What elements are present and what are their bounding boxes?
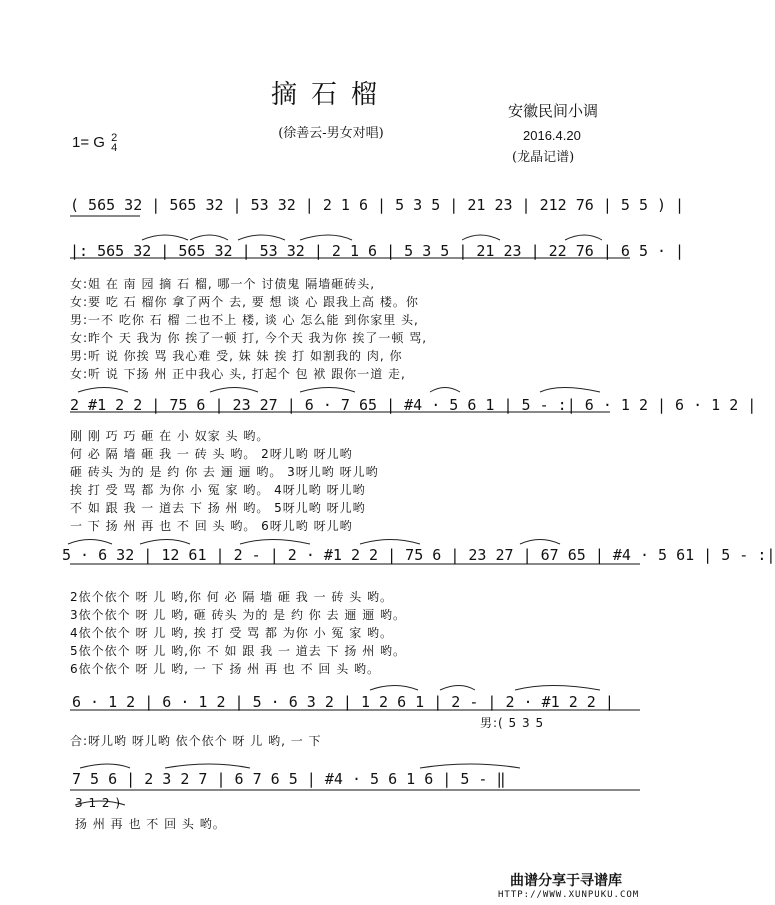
song-title: 摘石榴 [270,80,391,110]
song-subtitle: (徐善云-男女对唱) [278,126,384,141]
verse3-line-4: 4依个依个 呀 儿 哟, 挨 打 受 骂 都 为你 小 冤 家 哟。 [70,626,394,640]
verse3-line-6: 6依个依个 呀 儿 哟, 一 下 扬 州 再 也 不 回 头 哟。 [70,662,381,676]
score-system-intro: ( 565 32 | 565 32 | 53 32 | 2 1 6 | 5 3 5 | 21 23 | 212 76 | 5 5 ) | [70,196,685,214]
time-numerator: 2 [111,132,118,144]
verse-line-1: 女:姐 在 南 园 摘 石 榴, 哪一个 讨债鬼 隔墙砸砖头, [70,277,376,291]
score-system-2: 2 #1 2 2 | 75 6 | 23 27 | 6 · 7 65 | #4 · 5 6 1 | 5 - :| 6 · 1 2 | 6 · 1 2 | [70,396,757,414]
score-system-1: |: 565 32 | 565 32 | 53 32 | 2 1 6 | 5 3 5 | 21 23 | 22 76 | 6 5 · | [70,242,685,260]
verse-line-5: 男:听 说 你挨 骂 我心难 受, 妹 妹 挨 打 如割我的 肉, 你 [70,349,403,363]
verse2-line-6: 一 下 扬 州 再 也 不 回 头 哟。 6呀儿哟 呀儿哟 [70,519,353,533]
key-label: 1= G [72,133,105,151]
verse-line-6: 女:听 说 下扬 州 正中我心 头, 打起个 包 袱 跟你一道 走, [70,367,406,381]
footer-brand: 曲谱分享于寻谱库 [510,873,622,889]
score-system-4: 6 · 1 2 | 6 · 1 2 | 5 · 6 3 2 | 1 2 6 1 | 2 - | 2 · #1 2 2 | [72,693,614,711]
score-system-5: 7 5 6 | 2 3 2 7 | 6 7 6 5 | #4 · 5 6 1 6 | 5 - ‖ [72,770,506,788]
transcriber-note: (龙晶记谱) [512,150,575,165]
male-part-line: 男:( 5 3 5 [480,716,545,730]
time-denominator: 4 [111,142,118,154]
verse3-line-2: 2依个依个 呀 儿 哟,你 何 必 隔 墙 砸 我 一 砖 头 哟。 [70,590,394,604]
song-source: 安徽民间小调 [508,102,599,120]
verse2-line-5: 不 如 跟 我 一 道去 下 扬 州 哟。 5呀儿哟 呀儿哟 [70,501,366,515]
score-system-3: 5 · 6 32 | 12 61 | 2 - | 2 · #1 2 2 | 75 6 | 23 27 | 67 65 | #4 · 5 61 | 5 - :| [62,546,775,564]
verse3-line-5: 5依个依个 呀 儿 哟,你 不 如 跟 我 一 道去 下 扬 州 哟。 [70,644,407,658]
verse-line-4: 女:昨个 天 我为 你 挨了一顿 打, 今个天 我为你 挨了一顿 骂, [70,331,428,345]
chorus-line-2: 扬 州 再 也 不 回 头 哟。 [75,817,226,831]
male-part-end: 3 1 2 ) [75,796,122,810]
transcription-date: 2016.4.20 [523,128,581,143]
verse2-line-1: 刚 刚 巧 巧 砸 在 小 奴家 头 哟。 [70,429,270,443]
verse-line-3: 男:一不 吃你 石 榴 二也不上 楼, 谈 心 怎么能 到你家里 头, [70,313,419,327]
verse2-line-2: 何 必 隔 墙 砸 我 一 砖 头 哟。 2呀儿哟 呀儿哟 [70,447,353,461]
verse3-line-3: 3依个依个 呀 儿 哟, 砸 砖头 为的 是 约 你 去 逦 逦 哟。 [70,608,407,622]
verse2-line-4: 挨 打 受 骂 都 为你 小 冤 家 哟。 4呀儿哟 呀儿哟 [70,483,366,497]
verse-line-2: 女:要 吃 石 榴你 拿了两个 去, 要 想 谈 心 跟我上高 楼。你 [70,295,419,309]
verse2-line-3: 砸 砖头 为的 是 约 你 去 逦 逦 哟。 3呀儿哟 呀儿哟 [70,465,379,479]
chorus-line-1: 合:呀儿哟 呀儿哟 依个依个 呀 儿 哟, 一 下 [70,734,322,748]
footer-url[interactable]: HTTP://WWW.XUNPUKU.COM [498,890,640,900]
